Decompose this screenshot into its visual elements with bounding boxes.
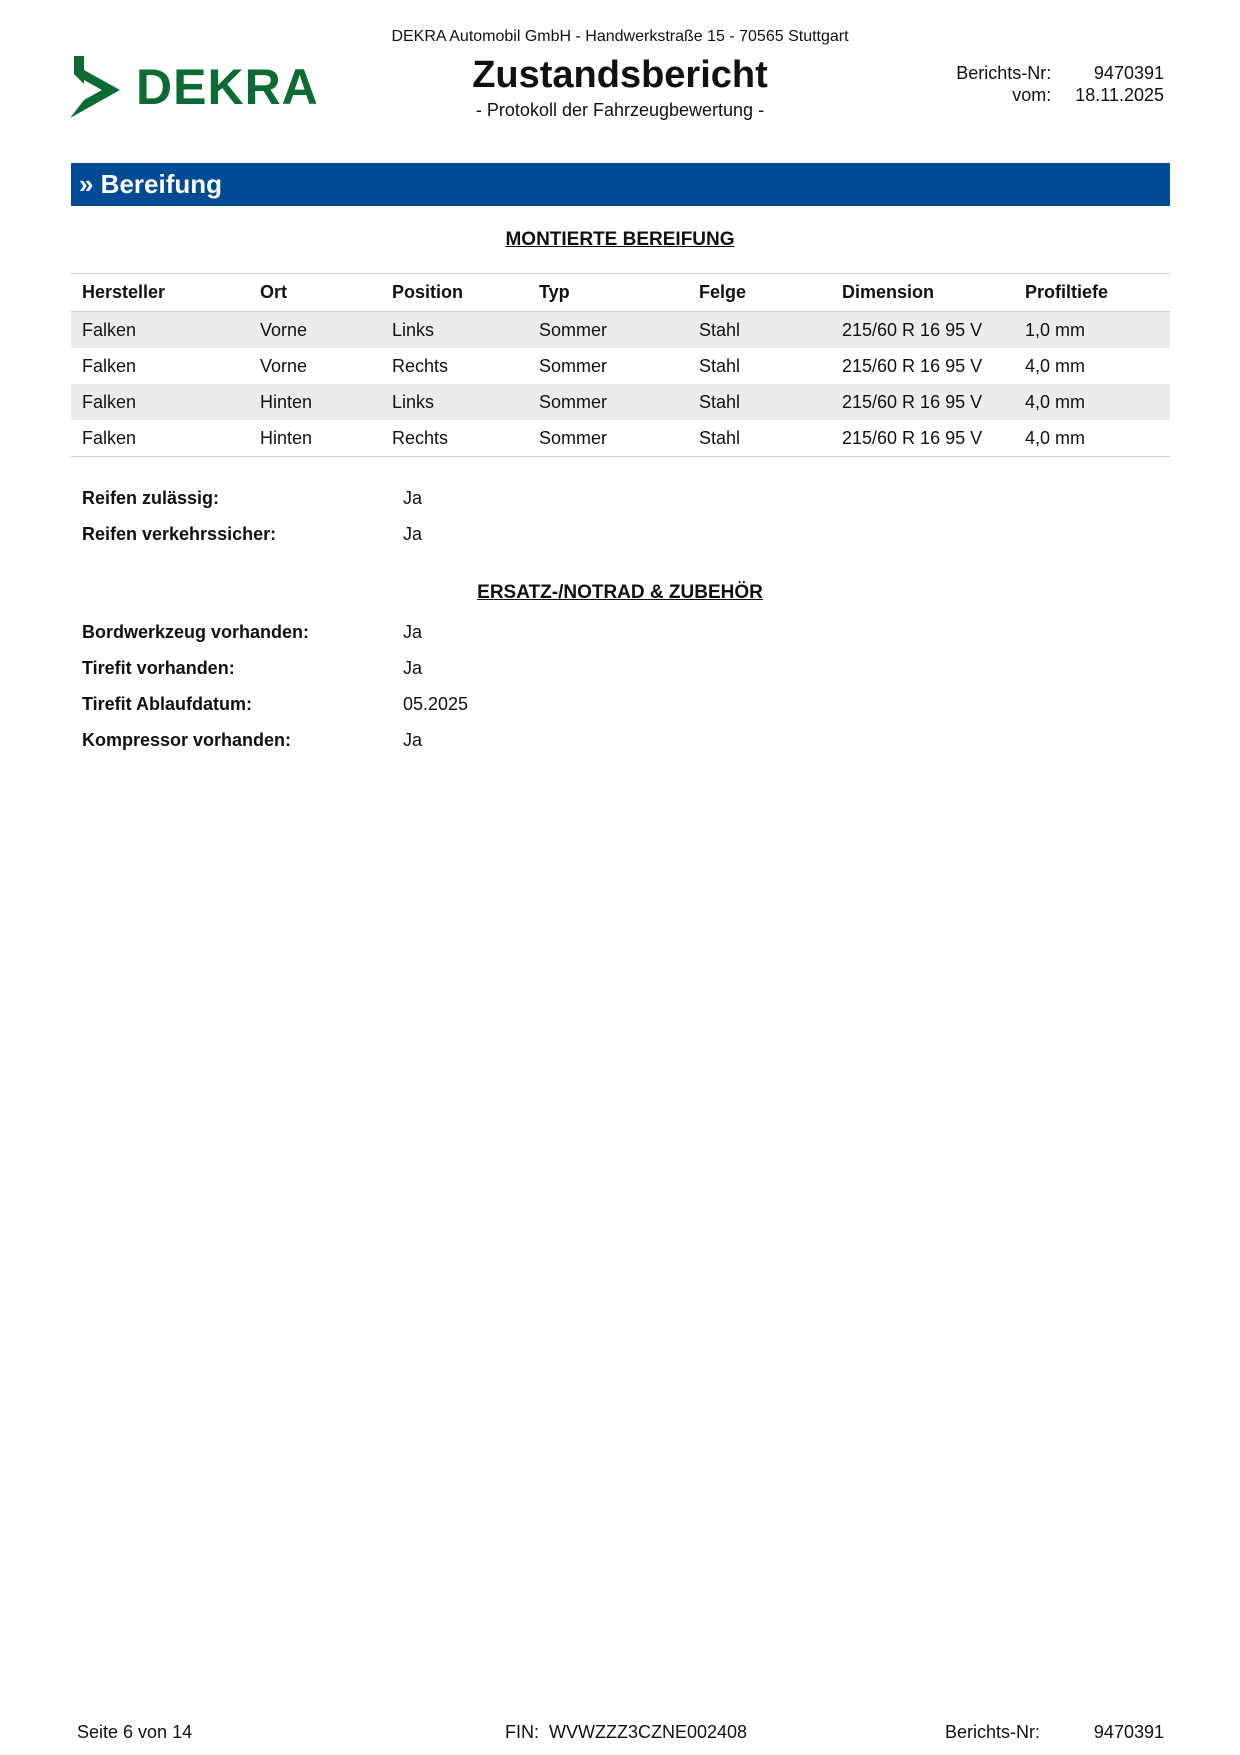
cell-dimension: 215/60 R 16 95 V xyxy=(831,312,1014,349)
mounted-tires-heading: MONTIERTE BEREIFUNG xyxy=(505,229,735,250)
spare-item-row xyxy=(82,650,882,686)
table-row xyxy=(71,348,1170,384)
spare-item-row xyxy=(82,614,882,650)
cell-location: Vorne xyxy=(249,312,381,349)
cell-rim: Stahl xyxy=(688,312,831,349)
footer-page-number: Seite 6 von 14 xyxy=(77,1722,193,1742)
page-title: Zustandsbericht xyxy=(472,54,768,96)
col-header: Felge xyxy=(688,274,831,312)
cell-location: Hinten xyxy=(249,420,381,457)
footer-fin-label: FIN: xyxy=(505,1722,539,1742)
col-header: Ort xyxy=(249,274,381,312)
table-row xyxy=(71,420,1170,457)
col-header: Profiltiefe xyxy=(1014,274,1170,312)
field-value: Ja xyxy=(403,524,423,544)
cell-rim: Stahl xyxy=(688,384,831,420)
table-header-row xyxy=(71,274,1170,312)
cell-tread-depth: 4,0 mm xyxy=(1025,355,1086,376)
cell-tread-depth: 4,0 mm xyxy=(1014,420,1170,457)
col-header: Position xyxy=(381,274,528,312)
tire-status-row xyxy=(82,480,882,516)
spare-item-row xyxy=(82,722,882,758)
field-label: Reifen zulässig: xyxy=(82,488,220,508)
field-label: Bordwerkzeug vorhanden: xyxy=(82,622,310,642)
footer-report-no-label: Berichts-Nr: xyxy=(945,1722,1041,1742)
col-header: Dimension xyxy=(831,274,1014,312)
cell-type: Sommer xyxy=(528,384,688,420)
cell-type: Sommer xyxy=(539,355,608,376)
field-value: Ja xyxy=(403,488,423,508)
cell-dimension: 215/60 R 16 95 V xyxy=(831,420,1014,457)
col-header: Hersteller xyxy=(71,274,249,312)
field-label: Kompressor vorhanden: xyxy=(82,730,292,750)
spare-item-row xyxy=(82,686,882,722)
cell-rim: Stahl xyxy=(699,355,741,376)
report-date-value: 18.11.2025 xyxy=(1075,85,1164,105)
report-meta xyxy=(956,62,1164,106)
report-no-label: Berichts-Nr: xyxy=(956,63,1052,83)
report-date-label: vom: xyxy=(1012,85,1052,105)
cell-dimension: 215/60 R 16 95 V xyxy=(831,384,1014,420)
field-value: Ja xyxy=(403,658,423,678)
footer-report-no-value: 9470391 xyxy=(1093,1722,1164,1742)
cell-position: Rechts xyxy=(381,420,528,457)
field-label: Reifen verkehrssicher: xyxy=(82,524,277,544)
cell-type: Sommer xyxy=(528,420,688,457)
cell-tread-depth: 4,0 mm xyxy=(1014,384,1170,420)
cell-position: Links xyxy=(381,384,528,420)
cell-dimension: 215/60 R 16 95 V xyxy=(842,355,983,376)
col-header: Typ xyxy=(528,274,688,312)
cell-location: Vorne xyxy=(260,355,308,376)
field-value: Ja xyxy=(403,730,423,750)
cell-manufacturer: Falken xyxy=(71,384,249,420)
cell-position: Rechts xyxy=(392,355,449,376)
footer-fin xyxy=(505,1722,747,1743)
field-label: Tirefit vorhanden: xyxy=(82,658,235,678)
logo-text: DEKRA xyxy=(136,59,319,115)
page-subtitle: - Protokoll der Fahrzeugbewertung - xyxy=(475,100,765,120)
field-value: 05.2025 xyxy=(403,694,469,714)
field-value: Ja xyxy=(403,622,423,642)
cell-tread-depth: 1,0 mm xyxy=(1014,312,1170,349)
spare-heading: ERSATZ-/NOTRAD & ZUBEHÖR xyxy=(477,582,763,603)
section-header-bereifung: » Bereifung xyxy=(71,163,1170,206)
cell-type: Sommer xyxy=(528,312,688,349)
cell-manufacturer: Falken xyxy=(82,355,137,376)
tire-status-row xyxy=(82,516,882,552)
mounted-tires-table xyxy=(71,273,1170,457)
cell-manufacturer: Falken xyxy=(71,420,249,457)
cell-location: Hinten xyxy=(249,384,381,420)
report-no-value: 9470391 xyxy=(1093,63,1164,83)
footer-fin-value: WVWZZZ3CZNE002408 xyxy=(549,1722,748,1742)
cell-rim: Stahl xyxy=(688,420,831,457)
field-label: Tirefit Ablaufdatum: xyxy=(82,694,252,714)
table-row xyxy=(71,384,1170,420)
company-address-line: DEKRA Automobil GmbH - Handwerkstraße 15 - 70565 Stuttgart xyxy=(391,28,849,45)
cell-manufacturer: Falken xyxy=(71,312,249,349)
cell-position: Links xyxy=(381,312,528,349)
table-row xyxy=(71,312,1170,349)
